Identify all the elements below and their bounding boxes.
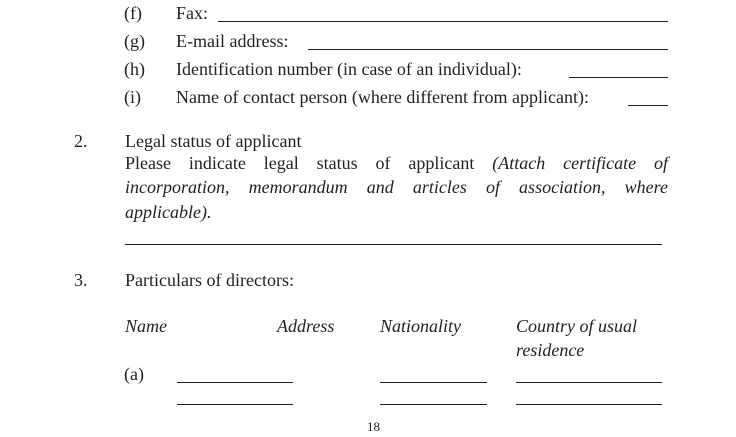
director-nationality-field-2[interactable]	[380, 404, 487, 405]
column-header-country-cont: residence	[516, 340, 585, 360]
section-title: Legal status of applicant	[125, 131, 302, 151]
director-address-field[interactable]	[177, 382, 293, 383]
legal-status-instruction-line-2: incorporation, memorandum and articles of association, where	[125, 177, 668, 197]
legal-status-field[interactable]	[125, 244, 662, 245]
identification-label: Identification number (in case of an individual):	[176, 59, 522, 79]
director-country-field-2[interactable]	[516, 404, 662, 405]
column-header-nationality: Nationality	[380, 316, 461, 336]
identification-field[interactable]	[569, 77, 668, 78]
contact-person-field[interactable]	[628, 105, 668, 106]
section-number: 2.	[74, 131, 88, 151]
item-marker: (f)	[124, 3, 142, 23]
column-header-country: Country of usual	[516, 316, 638, 336]
legal-status-instruction-line-3: applicable).	[125, 202, 212, 222]
fax-field[interactable]	[218, 21, 668, 22]
director-nationality-field[interactable]	[380, 382, 487, 383]
instruction-italic: (Attach certificate of	[492, 153, 668, 173]
item-marker: (i)	[124, 87, 141, 107]
column-header-address: Address	[277, 316, 335, 336]
email-field[interactable]	[308, 49, 668, 50]
page-number: 18	[367, 419, 380, 434]
instruction-lead: Please indicate legal status of applicant	[125, 153, 493, 173]
director-country-field[interactable]	[516, 382, 662, 383]
section-number: 3.	[74, 270, 88, 290]
fax-label: Fax:	[176, 3, 209, 23]
director-address-field-2[interactable]	[177, 404, 293, 405]
column-header-name: Name	[125, 316, 167, 336]
item-marker: (h)	[124, 59, 145, 79]
row-marker: (a)	[124, 364, 144, 384]
legal-status-instruction-line-1	[125, 153, 668, 173]
item-marker: (g)	[124, 31, 145, 51]
section-title: Particulars of directors:	[125, 270, 294, 290]
contact-person-label: Name of contact person (where different from applicant):	[176, 87, 589, 107]
email-label: E-mail address:	[176, 31, 289, 51]
